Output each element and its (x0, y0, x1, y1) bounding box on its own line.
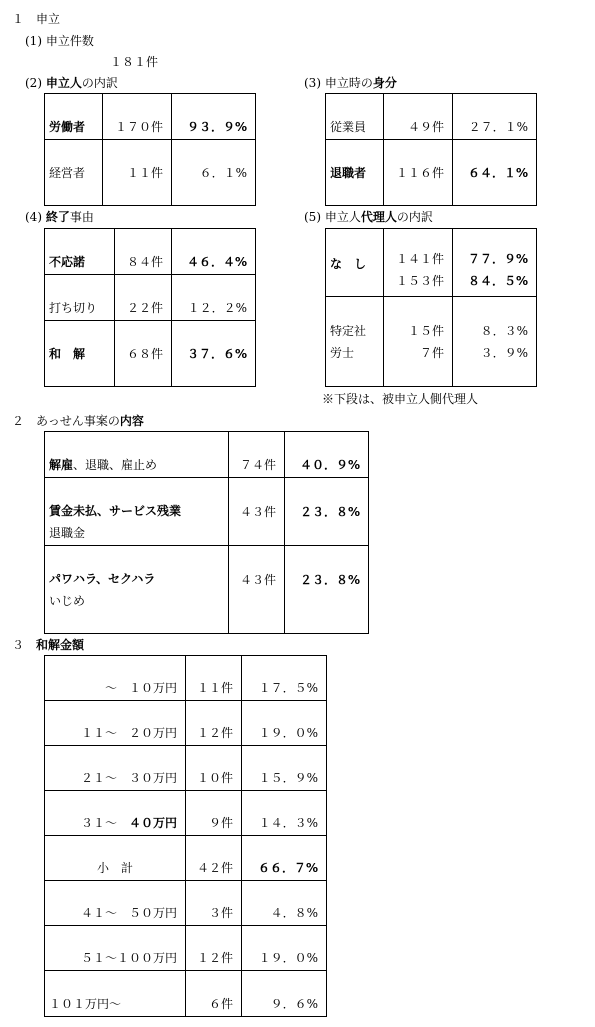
percent-cell: １４．３% (242, 791, 327, 836)
category-cell: 退職者 (326, 140, 384, 206)
applicant-table (44, 93, 256, 206)
category-line-1: パワハラ、セクハラ (49, 572, 156, 586)
percent-line-applicant: ８．３% (480, 324, 528, 338)
range-cell: ２１～ ３０万円 (45, 746, 186, 791)
category-cell: 打ち切り (45, 275, 115, 321)
table-row (45, 140, 256, 206)
sub2-title-bold: 申立人 (45, 76, 82, 90)
count-cell: ６件 (186, 971, 242, 1017)
table-row (326, 140, 537, 206)
count-cell: ３件 (186, 881, 242, 926)
percent-cell: ６．１% (172, 140, 256, 206)
sub4-label: (4) (25, 210, 42, 224)
section-2-heading (12, 412, 144, 429)
sub5-title-a: 申立人 (324, 210, 361, 224)
sub2-heading (25, 74, 118, 91)
count-line-applicant: １５件 (407, 324, 444, 338)
percent-cell: １７．５% (242, 656, 327, 701)
category-bold: 解雇 (49, 458, 74, 472)
range-cell: １０１万円～ (45, 971, 186, 1017)
table-row (45, 229, 256, 275)
representative-note: ※下段は、被申立人側代理人 (322, 392, 479, 406)
percent-line-respondent: ３．９% (480, 346, 528, 360)
percent-cell: ４０．９% (285, 432, 369, 478)
category-line-2: 退職金 (49, 526, 86, 540)
section-2-heading-bold: 内容 (119, 414, 144, 428)
category-line-1: 特定社 (330, 324, 367, 338)
table-row (45, 321, 256, 387)
count-cell: ４９件 (384, 94, 453, 140)
table-row (45, 926, 327, 971)
section-3-heading-bold: 和解金額 (36, 638, 85, 652)
count-line-respondent: １５３件 (395, 273, 444, 288)
count-cell: ４２件 (186, 836, 242, 881)
status-table (325, 93, 537, 206)
count-cell (384, 297, 453, 387)
sub4-title-rest: 事由 (69, 210, 94, 224)
section-1-heading: １ 申立 (12, 12, 61, 26)
category-rest: 、退職、雇止め (73, 458, 158, 472)
termination-table (44, 228, 256, 387)
percent-cell: ４６．４% (172, 229, 256, 275)
category-line-2: いじめ (49, 594, 86, 608)
percent-line-respondent: ８４．５% (467, 273, 528, 288)
table-row (45, 881, 327, 926)
percent-cell: １５．９% (242, 746, 327, 791)
category-cell (45, 478, 229, 546)
category-cell: な し (326, 229, 384, 297)
count-cell: １１６件 (384, 140, 453, 206)
percent-cell: ３７．６% (172, 321, 256, 387)
total-count: １８１件 (110, 55, 159, 69)
category-cell: 経営者 (45, 140, 103, 206)
count-cell: ４３件 (229, 546, 285, 634)
category-cell (45, 432, 229, 478)
sub3-title-bold: 身分 (372, 76, 397, 90)
table-row (45, 432, 369, 478)
percent-cell: ９３．９% (172, 94, 256, 140)
range-cell: １１～ ２０万円 (45, 701, 186, 746)
category-cell: 和 解 (45, 321, 115, 387)
table-row (326, 94, 537, 140)
count-cell: ２２件 (115, 275, 172, 321)
category-line-2: 労士 (330, 346, 355, 360)
count-cell: １２件 (186, 701, 242, 746)
table-row (45, 746, 327, 791)
category-cell (45, 546, 229, 634)
percent-cell: ２７．１% (453, 94, 537, 140)
sub3-title-a: 申立時の (324, 76, 373, 90)
count-cell (384, 229, 453, 297)
percent-cell (453, 229, 537, 297)
sub5-heading (304, 208, 433, 225)
section-3-heading (12, 636, 84, 653)
sub5-title-rest: の内訳 (396, 210, 433, 224)
table-row (326, 229, 537, 297)
table-row (45, 546, 369, 634)
percent-cell (453, 297, 537, 387)
table-row (45, 275, 256, 321)
settlement-table (44, 655, 327, 1017)
table-row (45, 971, 327, 1017)
count-cell: １７０件 (103, 94, 172, 140)
count-cell: ４３件 (229, 478, 285, 546)
percent-cell: ４．８% (242, 881, 327, 926)
count-cell: １１件 (103, 140, 172, 206)
range-cell: ４１～ ５０万円 (45, 881, 186, 926)
table-row (45, 791, 327, 836)
percent-cell: １９．０% (242, 701, 327, 746)
sub3-heading (304, 74, 397, 91)
sub2-label: (2) (25, 76, 42, 90)
sub3-label: (3) (304, 76, 321, 90)
count-cell: １０件 (186, 746, 242, 791)
sub2-title-rest: の内訳 (81, 76, 118, 90)
count-cell: ７４件 (229, 432, 285, 478)
count-cell: ８４件 (115, 229, 172, 275)
percent-cell: ６４．１% (453, 140, 537, 206)
case-content-table (44, 431, 369, 634)
percent-cell: ９．６% (242, 971, 327, 1017)
representative-table (325, 228, 537, 387)
sub1-heading (25, 32, 94, 49)
count-line-respondent: ７件 (419, 346, 444, 360)
table-row (45, 94, 256, 140)
range-cell: ～ １０万円 (45, 656, 186, 701)
category-cell: 労働者 (45, 94, 103, 140)
percent-cell: １９．０% (242, 926, 327, 971)
range-cell: ５１～１００万円 (45, 926, 186, 971)
sub4-title-bold: 終了 (45, 210, 70, 224)
percent-cell: １２．２% (172, 275, 256, 321)
sub4-heading (25, 208, 94, 225)
percent-cell: ２３．８% (285, 546, 369, 634)
sub5-label: (5) (304, 210, 321, 224)
table-row (326, 297, 537, 387)
table-row (45, 701, 327, 746)
table-row (45, 656, 327, 701)
range-cell: 小 計 (45, 836, 186, 881)
section-2-heading-a: ２ あっせん事案の (12, 414, 120, 428)
count-line-applicant: １４１件 (395, 251, 444, 266)
sub5-title-bold: 代理人 (360, 210, 397, 224)
category-line-1: 賃金未払、サービス残業 (49, 504, 182, 518)
table-row-subtotal (45, 836, 327, 881)
count-cell: １２件 (186, 926, 242, 971)
count-cell: ６８件 (115, 321, 172, 387)
count-cell: １１件 (186, 656, 242, 701)
percent-cell: ６６．７% (242, 836, 327, 881)
sub1-title: 申立件数 (45, 34, 94, 48)
count-cell: ９件 (186, 791, 242, 836)
table-row (45, 478, 369, 546)
percent-line-applicant: ７７．９% (467, 251, 528, 266)
category-cell: 不応諾 (45, 229, 115, 275)
range-cell (45, 791, 186, 836)
range-bold: ４０万円 (128, 816, 177, 830)
category-cell: 従業員 (326, 94, 384, 140)
category-cell (326, 297, 384, 387)
sub1-label: (1) (25, 34, 42, 48)
range-a: ３１～ (80, 816, 129, 830)
percent-cell: ２３．８% (285, 478, 369, 546)
section-3-heading-a: ３ (12, 638, 37, 652)
